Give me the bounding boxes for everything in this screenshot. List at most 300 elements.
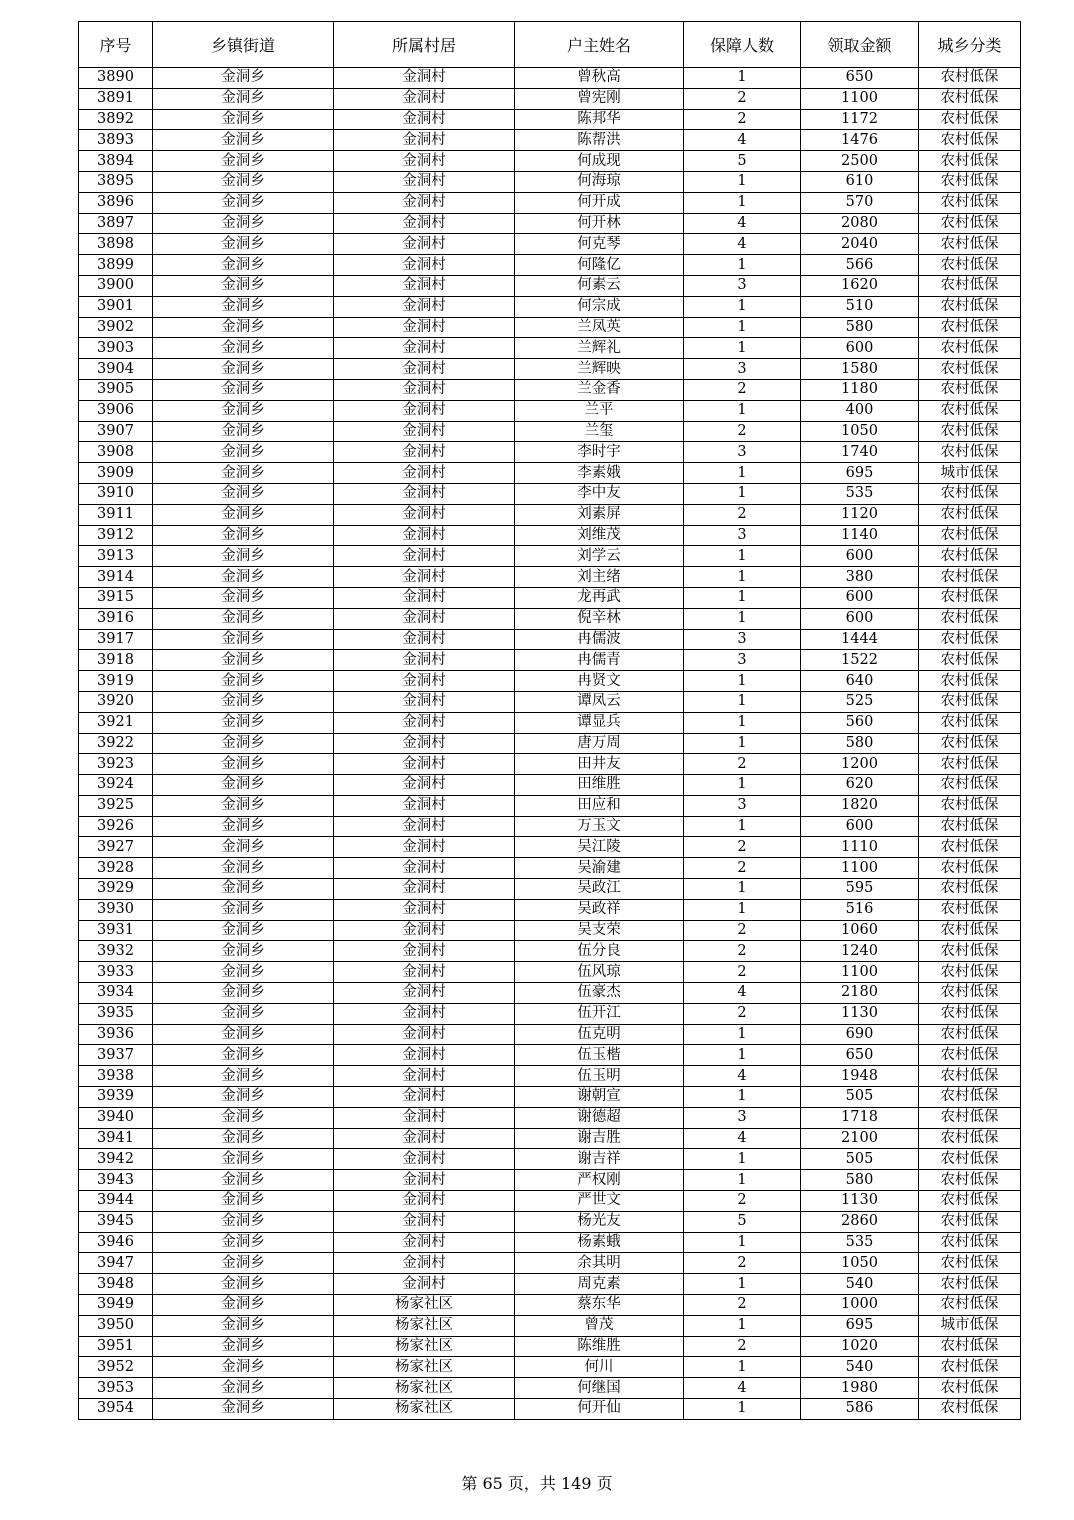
cell-village: 金洞村 bbox=[334, 463, 515, 484]
table-row bbox=[79, 608, 1021, 629]
cell-category: 农村低保 bbox=[919, 1211, 1021, 1232]
table-row bbox=[79, 1274, 1021, 1295]
cell-village: 金洞村 bbox=[334, 338, 515, 359]
cell-township: 金洞乡 bbox=[153, 525, 334, 546]
cell-township: 金洞乡 bbox=[153, 671, 334, 692]
cell-township: 金洞乡 bbox=[153, 712, 334, 733]
cell-householder: 田井友 bbox=[515, 754, 684, 775]
cell-householder: 何开林 bbox=[515, 213, 684, 234]
cell-category: 农村低保 bbox=[919, 629, 1021, 650]
cell-amount: 600 bbox=[801, 338, 919, 359]
cell-category: 农村低保 bbox=[919, 754, 1021, 775]
cell-township: 金洞乡 bbox=[153, 317, 334, 338]
cell-township: 金洞乡 bbox=[153, 1295, 334, 1316]
cell-category: 农村低保 bbox=[919, 983, 1021, 1004]
cell-householder: 周克素 bbox=[515, 1274, 684, 1295]
cell-persons: 1 bbox=[684, 1170, 801, 1191]
cell-township: 金洞乡 bbox=[153, 1211, 334, 1232]
cell-householder: 陈帮洪 bbox=[515, 130, 684, 151]
cell-householder: 何海琼 bbox=[515, 171, 684, 192]
cell-persons: 1 bbox=[684, 671, 801, 692]
cell-village: 金洞村 bbox=[334, 151, 515, 172]
table-row bbox=[79, 109, 1021, 130]
cell-village: 金洞村 bbox=[334, 442, 515, 463]
cell-amount: 540 bbox=[801, 1357, 919, 1378]
cell-householder: 伍风琼 bbox=[515, 962, 684, 983]
cell-amount: 2180 bbox=[801, 983, 919, 1004]
cell-householder: 何川 bbox=[515, 1357, 684, 1378]
cell-amount: 2860 bbox=[801, 1211, 919, 1232]
cell-category: 农村低保 bbox=[919, 858, 1021, 879]
cell-serial: 3932 bbox=[79, 941, 153, 962]
table-row bbox=[79, 255, 1021, 276]
cell-householder: 田应和 bbox=[515, 795, 684, 816]
table-row bbox=[79, 1191, 1021, 1212]
cell-category: 农村低保 bbox=[919, 691, 1021, 712]
table-row bbox=[79, 962, 1021, 983]
cell-householder: 冉儒青 bbox=[515, 650, 684, 671]
table-row bbox=[79, 1107, 1021, 1128]
cell-serial: 3951 bbox=[79, 1336, 153, 1357]
cell-township: 金洞乡 bbox=[153, 421, 334, 442]
cell-amount: 1476 bbox=[801, 130, 919, 151]
header-category: 城乡分类 bbox=[919, 22, 1021, 68]
cell-township: 金洞乡 bbox=[153, 1191, 334, 1212]
cell-township: 金洞乡 bbox=[153, 296, 334, 317]
cell-amount: 566 bbox=[801, 255, 919, 276]
cell-village: 金洞村 bbox=[334, 920, 515, 941]
cell-serial: 3940 bbox=[79, 1107, 153, 1128]
cell-persons: 1 bbox=[684, 691, 801, 712]
cell-amount: 1948 bbox=[801, 1066, 919, 1087]
cell-village: 金洞村 bbox=[334, 317, 515, 338]
cell-township: 金洞乡 bbox=[153, 587, 334, 608]
cell-township: 金洞乡 bbox=[153, 920, 334, 941]
cell-householder: 刘素屏 bbox=[515, 504, 684, 525]
cell-village: 杨家社区 bbox=[334, 1378, 515, 1399]
cell-amount: 1980 bbox=[801, 1378, 919, 1399]
cell-category: 农村低保 bbox=[919, 400, 1021, 421]
table-row bbox=[79, 587, 1021, 608]
cell-township: 金洞乡 bbox=[153, 983, 334, 1004]
cell-category: 农村低保 bbox=[919, 1128, 1021, 1149]
cell-serial: 3909 bbox=[79, 463, 153, 484]
cell-township: 金洞乡 bbox=[153, 1274, 334, 1295]
cell-persons: 4 bbox=[684, 1128, 801, 1149]
cell-serial: 3954 bbox=[79, 1399, 153, 1420]
cell-serial: 3944 bbox=[79, 1191, 153, 1212]
table-row bbox=[79, 567, 1021, 588]
cell-township: 金洞乡 bbox=[153, 213, 334, 234]
cell-amount: 380 bbox=[801, 567, 919, 588]
cell-village: 金洞村 bbox=[334, 795, 515, 816]
cell-village: 金洞村 bbox=[334, 1066, 515, 1087]
cell-category: 农村低保 bbox=[919, 1357, 1021, 1378]
table-row bbox=[79, 1128, 1021, 1149]
cell-village: 金洞村 bbox=[334, 671, 515, 692]
table-row bbox=[79, 983, 1021, 1004]
cell-category: 农村低保 bbox=[919, 171, 1021, 192]
cell-category: 城市低保 bbox=[919, 1315, 1021, 1336]
cell-serial: 3953 bbox=[79, 1378, 153, 1399]
cell-persons: 3 bbox=[684, 795, 801, 816]
cell-village: 金洞村 bbox=[334, 1087, 515, 1108]
cell-amount: 2080 bbox=[801, 213, 919, 234]
cell-serial: 3938 bbox=[79, 1066, 153, 1087]
cell-amount: 2500 bbox=[801, 151, 919, 172]
cell-serial: 3929 bbox=[79, 879, 153, 900]
cell-village: 杨家社区 bbox=[334, 1336, 515, 1357]
cell-persons: 5 bbox=[684, 151, 801, 172]
cell-persons: 2 bbox=[684, 1003, 801, 1024]
cell-township: 金洞乡 bbox=[153, 962, 334, 983]
cell-category: 农村低保 bbox=[919, 359, 1021, 380]
cell-village: 金洞村 bbox=[334, 754, 515, 775]
cell-township: 金洞乡 bbox=[153, 171, 334, 192]
table-row bbox=[79, 941, 1021, 962]
cell-amount: 586 bbox=[801, 1399, 919, 1420]
cell-township: 金洞乡 bbox=[153, 1399, 334, 1420]
cell-serial: 3914 bbox=[79, 567, 153, 588]
cell-householder: 谢德超 bbox=[515, 1107, 684, 1128]
cell-persons: 1 bbox=[684, 733, 801, 754]
cell-category: 农村低保 bbox=[919, 1232, 1021, 1253]
cell-persons: 1 bbox=[684, 608, 801, 629]
cell-category: 农村低保 bbox=[919, 816, 1021, 837]
cell-householder: 蔡东华 bbox=[515, 1295, 684, 1316]
table-row bbox=[79, 754, 1021, 775]
cell-persons: 1 bbox=[684, 400, 801, 421]
cell-serial: 3943 bbox=[79, 1170, 153, 1191]
cell-amount: 516 bbox=[801, 899, 919, 920]
cell-householder: 冉贤文 bbox=[515, 671, 684, 692]
cell-serial: 3931 bbox=[79, 920, 153, 941]
cell-amount: 1050 bbox=[801, 421, 919, 442]
cell-village: 金洞村 bbox=[334, 899, 515, 920]
table-row bbox=[79, 879, 1021, 900]
cell-township: 金洞乡 bbox=[153, 1003, 334, 1024]
cell-persons: 4 bbox=[684, 213, 801, 234]
cell-amount: 510 bbox=[801, 296, 919, 317]
cell-persons: 2 bbox=[684, 754, 801, 775]
cell-township: 金洞乡 bbox=[153, 234, 334, 255]
cell-serial: 3928 bbox=[79, 858, 153, 879]
cell-amount: 400 bbox=[801, 400, 919, 421]
cell-township: 金洞乡 bbox=[153, 1378, 334, 1399]
cell-category: 农村低保 bbox=[919, 421, 1021, 442]
cell-householder: 李素娥 bbox=[515, 463, 684, 484]
cell-serial: 3925 bbox=[79, 795, 153, 816]
cell-amount: 600 bbox=[801, 587, 919, 608]
cell-category: 农村低保 bbox=[919, 338, 1021, 359]
cell-category: 农村低保 bbox=[919, 671, 1021, 692]
cell-amount: 1820 bbox=[801, 795, 919, 816]
cell-persons: 1 bbox=[684, 1045, 801, 1066]
cell-village: 金洞村 bbox=[334, 962, 515, 983]
table-row bbox=[79, 130, 1021, 151]
cell-persons: 2 bbox=[684, 88, 801, 109]
cell-serial: 3936 bbox=[79, 1024, 153, 1045]
cell-township: 金洞乡 bbox=[153, 130, 334, 151]
cell-township: 金洞乡 bbox=[153, 88, 334, 109]
cell-persons: 3 bbox=[684, 525, 801, 546]
cell-village: 金洞村 bbox=[334, 1232, 515, 1253]
table-row bbox=[79, 1024, 1021, 1045]
cell-serial: 3924 bbox=[79, 775, 153, 796]
cell-village: 金洞村 bbox=[334, 275, 515, 296]
cell-serial: 3903 bbox=[79, 338, 153, 359]
cell-persons: 1 bbox=[684, 816, 801, 837]
cell-category: 农村低保 bbox=[919, 795, 1021, 816]
cell-persons: 4 bbox=[684, 1378, 801, 1399]
table-row bbox=[79, 1003, 1021, 1024]
header-householder: 户主姓名 bbox=[515, 22, 684, 68]
cell-serial: 3906 bbox=[79, 400, 153, 421]
cell-persons: 1 bbox=[684, 1315, 801, 1336]
cell-township: 金洞乡 bbox=[153, 858, 334, 879]
cell-category: 农村低保 bbox=[919, 1170, 1021, 1191]
cell-township: 金洞乡 bbox=[153, 816, 334, 837]
cell-persons: 3 bbox=[684, 275, 801, 296]
table-row bbox=[79, 1357, 1021, 1378]
cell-village: 金洞村 bbox=[334, 192, 515, 213]
cell-category: 农村低保 bbox=[919, 1087, 1021, 1108]
cell-serial: 3901 bbox=[79, 296, 153, 317]
cell-serial: 3918 bbox=[79, 650, 153, 671]
cell-householder: 刘主绪 bbox=[515, 567, 684, 588]
cell-persons: 1 bbox=[684, 255, 801, 276]
cell-householder: 何继国 bbox=[515, 1378, 684, 1399]
cell-township: 金洞乡 bbox=[153, 109, 334, 130]
cell-category: 农村低保 bbox=[919, 234, 1021, 255]
cell-township: 金洞乡 bbox=[153, 400, 334, 421]
cell-amount: 1130 bbox=[801, 1191, 919, 1212]
cell-village: 金洞村 bbox=[334, 379, 515, 400]
cell-village: 金洞村 bbox=[334, 1149, 515, 1170]
cell-category: 农村低保 bbox=[919, 317, 1021, 338]
table-row bbox=[79, 1295, 1021, 1316]
cell-village: 杨家社区 bbox=[334, 1295, 515, 1316]
cell-village: 金洞村 bbox=[334, 1274, 515, 1295]
cell-serial: 3902 bbox=[79, 317, 153, 338]
header-serial: 序号 bbox=[79, 22, 153, 68]
cell-village: 金洞村 bbox=[334, 983, 515, 1004]
cell-amount: 695 bbox=[801, 463, 919, 484]
cell-persons: 1 bbox=[684, 1232, 801, 1253]
cell-persons: 1 bbox=[684, 712, 801, 733]
cell-householder: 兰凤英 bbox=[515, 317, 684, 338]
cell-amount: 1100 bbox=[801, 962, 919, 983]
cell-category: 农村低保 bbox=[919, 1336, 1021, 1357]
cell-category: 农村低保 bbox=[919, 109, 1021, 130]
cell-township: 金洞乡 bbox=[153, 1024, 334, 1045]
cell-township: 金洞乡 bbox=[153, 359, 334, 380]
table-row bbox=[79, 379, 1021, 400]
cell-village: 杨家社区 bbox=[334, 1315, 515, 1336]
table-row bbox=[79, 546, 1021, 567]
cell-amount: 600 bbox=[801, 816, 919, 837]
cell-householder: 吴政祥 bbox=[515, 899, 684, 920]
cell-serial: 3939 bbox=[79, 1087, 153, 1108]
cell-category: 农村低保 bbox=[919, 733, 1021, 754]
cell-householder: 曾秋高 bbox=[515, 68, 684, 89]
cell-township: 金洞乡 bbox=[153, 504, 334, 525]
cell-township: 金洞乡 bbox=[153, 879, 334, 900]
cell-householder: 刘学云 bbox=[515, 546, 684, 567]
cell-amount: 620 bbox=[801, 775, 919, 796]
cell-village: 金洞村 bbox=[334, 1253, 515, 1274]
table-row bbox=[79, 1253, 1021, 1274]
cell-householder: 谭显兵 bbox=[515, 712, 684, 733]
cell-householder: 伍分良 bbox=[515, 941, 684, 962]
cell-category: 农村低保 bbox=[919, 1274, 1021, 1295]
cell-serial: 3947 bbox=[79, 1253, 153, 1274]
cell-persons: 1 bbox=[684, 899, 801, 920]
cell-township: 金洞乡 bbox=[153, 733, 334, 754]
table-row bbox=[79, 442, 1021, 463]
cell-amount: 1580 bbox=[801, 359, 919, 380]
cell-persons: 2 bbox=[684, 421, 801, 442]
cell-category: 农村低保 bbox=[919, 130, 1021, 151]
cell-amount: 1718 bbox=[801, 1107, 919, 1128]
cell-township: 金洞乡 bbox=[153, 275, 334, 296]
cell-category: 农村低保 bbox=[919, 1149, 1021, 1170]
cell-amount: 595 bbox=[801, 879, 919, 900]
cell-amount: 1110 bbox=[801, 837, 919, 858]
cell-township: 金洞乡 bbox=[153, 1336, 334, 1357]
cell-village: 金洞村 bbox=[334, 400, 515, 421]
cell-persons: 1 bbox=[684, 317, 801, 338]
cell-category: 农村低保 bbox=[919, 504, 1021, 525]
cell-persons: 3 bbox=[684, 650, 801, 671]
cell-persons: 1 bbox=[684, 1024, 801, 1045]
cell-serial: 3946 bbox=[79, 1232, 153, 1253]
cell-serial: 3933 bbox=[79, 962, 153, 983]
cell-village: 金洞村 bbox=[334, 109, 515, 130]
cell-householder: 万玉文 bbox=[515, 816, 684, 837]
cell-category: 农村低保 bbox=[919, 88, 1021, 109]
cell-householder: 严权刚 bbox=[515, 1170, 684, 1191]
table-row bbox=[79, 359, 1021, 380]
cell-amount: 570 bbox=[801, 192, 919, 213]
cell-village: 金洞村 bbox=[334, 525, 515, 546]
cell-township: 金洞乡 bbox=[153, 650, 334, 671]
cell-category: 农村低保 bbox=[919, 587, 1021, 608]
cell-serial: 3941 bbox=[79, 1128, 153, 1149]
cell-category: 农村低保 bbox=[919, 1066, 1021, 1087]
cell-amount: 610 bbox=[801, 171, 919, 192]
cell-category: 农村低保 bbox=[919, 567, 1021, 588]
cell-village: 金洞村 bbox=[334, 775, 515, 796]
cell-householder: 何成现 bbox=[515, 151, 684, 172]
cell-persons: 2 bbox=[684, 504, 801, 525]
cell-persons: 2 bbox=[684, 920, 801, 941]
cell-township: 金洞乡 bbox=[153, 1357, 334, 1378]
cell-amount: 1000 bbox=[801, 1295, 919, 1316]
cell-serial: 3911 bbox=[79, 504, 153, 525]
cell-category: 农村低保 bbox=[919, 650, 1021, 671]
cell-township: 金洞乡 bbox=[153, 608, 334, 629]
table-row bbox=[79, 296, 1021, 317]
table-row bbox=[79, 920, 1021, 941]
cell-householder: 李中友 bbox=[515, 483, 684, 504]
cell-village: 金洞村 bbox=[334, 1045, 515, 1066]
table-row bbox=[79, 733, 1021, 754]
cell-persons: 2 bbox=[684, 962, 801, 983]
cell-village: 金洞村 bbox=[334, 255, 515, 276]
cell-category: 农村低保 bbox=[919, 920, 1021, 941]
cell-village: 金洞村 bbox=[334, 504, 515, 525]
cell-serial: 3897 bbox=[79, 213, 153, 234]
cell-township: 金洞乡 bbox=[153, 1066, 334, 1087]
cell-amount: 1740 bbox=[801, 442, 919, 463]
cell-serial: 3891 bbox=[79, 88, 153, 109]
cell-category: 农村低保 bbox=[919, 275, 1021, 296]
table-row bbox=[79, 691, 1021, 712]
cell-village: 金洞村 bbox=[334, 941, 515, 962]
cell-village: 金洞村 bbox=[334, 130, 515, 151]
cell-persons: 3 bbox=[684, 1107, 801, 1128]
cell-township: 金洞乡 bbox=[153, 463, 334, 484]
cell-persons: 1 bbox=[684, 338, 801, 359]
table-row bbox=[79, 483, 1021, 504]
cell-village: 杨家社区 bbox=[334, 1357, 515, 1378]
cell-category: 农村低保 bbox=[919, 962, 1021, 983]
cell-village: 金洞村 bbox=[334, 1107, 515, 1128]
cell-serial: 3952 bbox=[79, 1357, 153, 1378]
cell-serial: 3950 bbox=[79, 1315, 153, 1336]
cell-category: 农村低保 bbox=[919, 442, 1021, 463]
cell-persons: 1 bbox=[684, 567, 801, 588]
cell-serial: 3934 bbox=[79, 983, 153, 1004]
cell-village: 金洞村 bbox=[334, 733, 515, 754]
cell-householder: 伍豪杰 bbox=[515, 983, 684, 1004]
header-township: 乡镇街道 bbox=[153, 22, 334, 68]
cell-category: 农村低保 bbox=[919, 775, 1021, 796]
cell-amount: 1200 bbox=[801, 754, 919, 775]
cell-village: 金洞村 bbox=[334, 359, 515, 380]
cell-persons: 1 bbox=[684, 879, 801, 900]
cell-category: 农村低保 bbox=[919, 379, 1021, 400]
cell-amount: 650 bbox=[801, 1045, 919, 1066]
cell-village: 金洞村 bbox=[334, 546, 515, 567]
cell-village: 金洞村 bbox=[334, 1003, 515, 1024]
table-row bbox=[79, 837, 1021, 858]
cell-township: 金洞乡 bbox=[153, 1315, 334, 1336]
cell-township: 金洞乡 bbox=[153, 546, 334, 567]
cell-township: 金洞乡 bbox=[153, 379, 334, 400]
cell-amount: 535 bbox=[801, 1232, 919, 1253]
cell-householder: 谢朝宣 bbox=[515, 1087, 684, 1108]
cell-village: 金洞村 bbox=[334, 1170, 515, 1191]
cell-village: 金洞村 bbox=[334, 650, 515, 671]
cell-amount: 1140 bbox=[801, 525, 919, 546]
cell-village: 金洞村 bbox=[334, 1191, 515, 1212]
table-row bbox=[79, 151, 1021, 172]
cell-serial: 3927 bbox=[79, 837, 153, 858]
cell-category: 农村低保 bbox=[919, 213, 1021, 234]
cell-category: 农村低保 bbox=[919, 1295, 1021, 1316]
cell-category: 农村低保 bbox=[919, 941, 1021, 962]
cell-township: 金洞乡 bbox=[153, 68, 334, 89]
table-row bbox=[79, 88, 1021, 109]
table-row bbox=[79, 1315, 1021, 1336]
cell-serial: 3913 bbox=[79, 546, 153, 567]
cell-category: 农村低保 bbox=[919, 1399, 1021, 1420]
cell-serial: 3945 bbox=[79, 1211, 153, 1232]
cell-serial: 3898 bbox=[79, 234, 153, 255]
cell-persons: 1 bbox=[684, 171, 801, 192]
